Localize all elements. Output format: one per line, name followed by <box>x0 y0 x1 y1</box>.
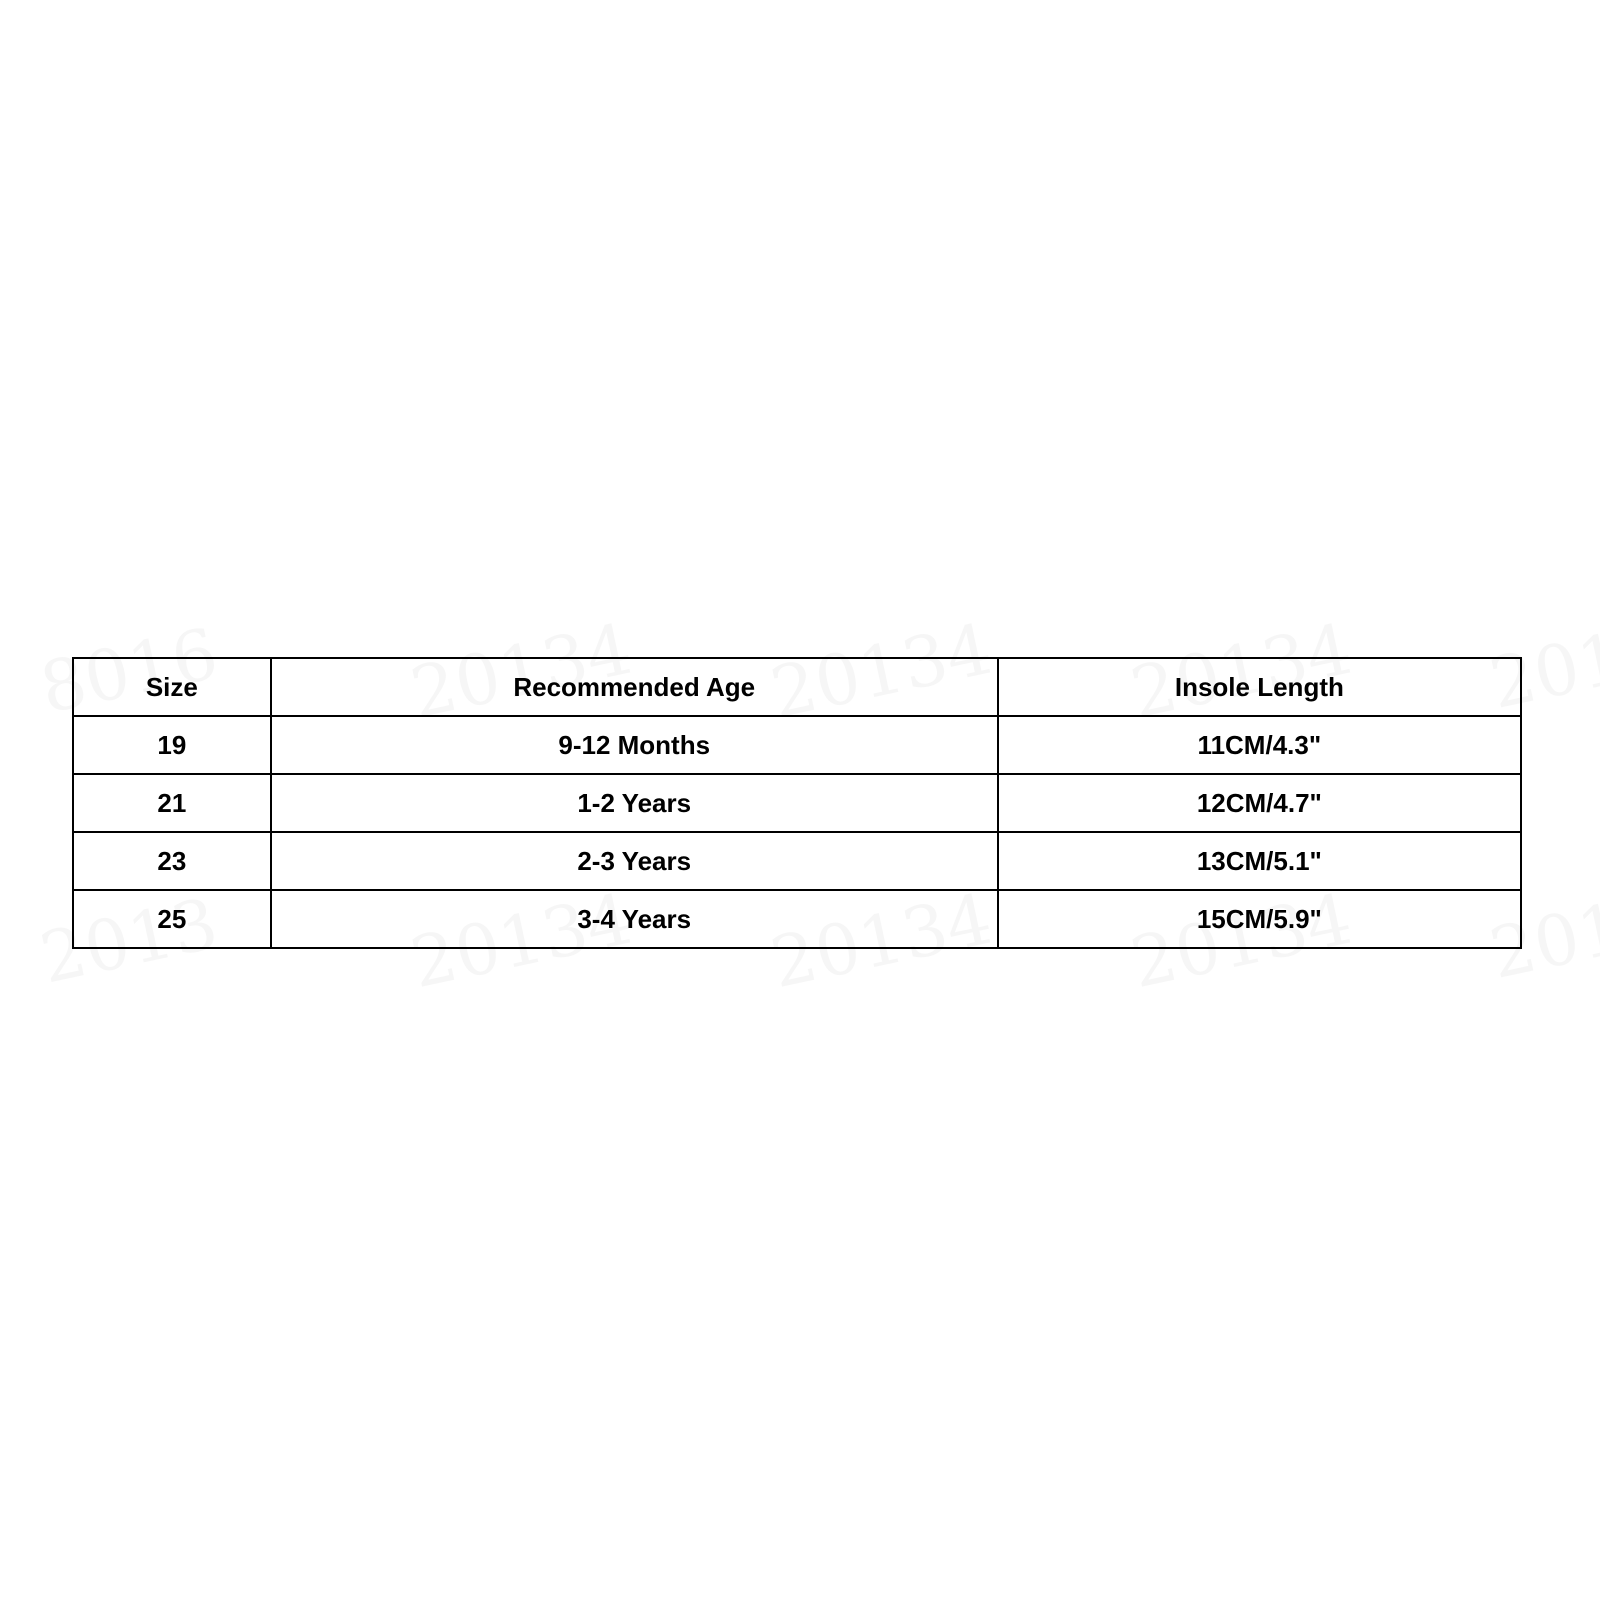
cell-recommended-age: 1-2 Years <box>271 774 998 832</box>
cell-insole-length: 13CM/5.1" <box>998 832 1521 890</box>
header-recommended-age: Recommended Age <box>271 658 998 716</box>
cell-insole-length: 12CM/4.7" <box>998 774 1521 832</box>
header-size: Size <box>73 658 271 716</box>
table-row <box>73 716 1521 774</box>
cell-recommended-age: 3-4 Years <box>271 890 998 948</box>
cell-recommended-age: 2-3 Years <box>271 832 998 890</box>
cell-size: 23 <box>73 832 271 890</box>
size-chart-table <box>72 657 1522 949</box>
cell-recommended-age: 9-12 Months <box>271 716 998 774</box>
table-row <box>73 832 1521 890</box>
cell-insole-length: 11CM/4.3" <box>998 716 1521 774</box>
table-row <box>73 774 1521 832</box>
cell-size: 25 <box>73 890 271 948</box>
table-row <box>73 890 1521 948</box>
cell-size: 19 <box>73 716 271 774</box>
cell-insole-length: 15CM/5.9" <box>998 890 1521 948</box>
cell-size: 21 <box>73 774 271 832</box>
table-header-row <box>73 658 1521 716</box>
header-insole-length: Insole Length <box>998 658 1521 716</box>
